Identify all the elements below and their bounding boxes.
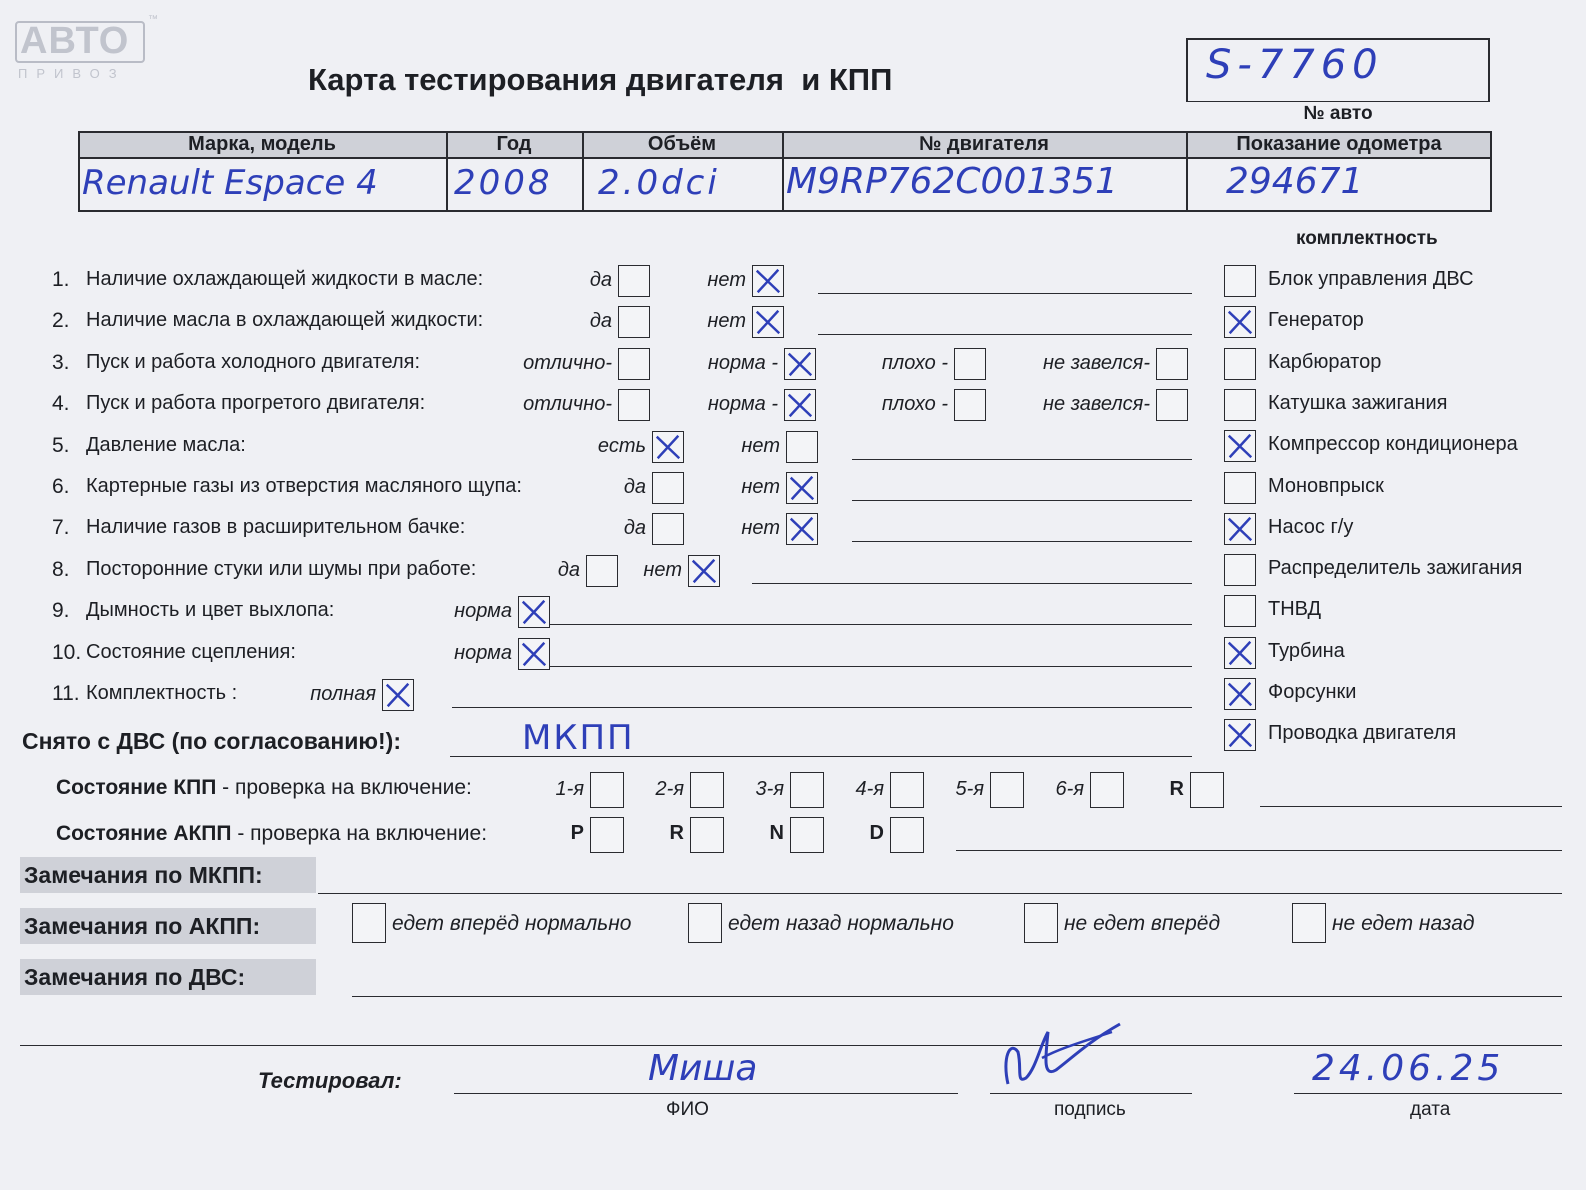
question-4-option-label-0: отлично- <box>523 393 612 415</box>
akpp-mode-label-3: D <box>869 822 884 844</box>
removed-value: МКПП <box>522 718 635 758</box>
question-text-8: Посторонние стуки или шумы при работе: <box>86 558 477 580</box>
check-x-icon <box>519 597 549 627</box>
komplekt-label-4: Компрессор кондиционера <box>1268 433 1518 455</box>
akpp-mode-label-1: R <box>669 822 684 844</box>
date-value: 24.06.25 <box>1312 1048 1505 1089</box>
question-num-10: 10. <box>52 641 82 664</box>
fio-value: Миша <box>648 1048 758 1089</box>
question-7-option-label-1: нет <box>741 517 780 539</box>
check-x-icon <box>753 307 783 337</box>
question-5-checkbox-1[interactable] <box>786 431 818 463</box>
akpp-mode-checkbox-2[interactable] <box>790 817 824 853</box>
question-8-checkbox-1[interactable] <box>688 555 720 587</box>
question-11-option-label-0: полная <box>310 683 376 705</box>
kpp-gear-label-2: 3-я <box>755 778 784 800</box>
date-label: дата <box>1410 1099 1451 1120</box>
check-x-icon <box>1225 307 1255 337</box>
engine-value: M9RP762C001351 <box>786 161 1118 202</box>
question-2-option-label-0: да <box>589 310 612 332</box>
komplekt-label-2: Карбюратор <box>1268 351 1382 373</box>
kpp-gear-label-4: 5-я <box>955 778 984 800</box>
odometer-value: 294671 <box>1226 161 1364 202</box>
question-5-option-label-0: есть <box>597 435 646 457</box>
check-x-icon <box>1225 638 1255 668</box>
komplekt-checkbox-10[interactable] <box>1224 678 1256 710</box>
question-6-option-label-0: да <box>623 476 646 498</box>
check-x-icon <box>1225 431 1255 461</box>
komplekt-label-8: ТНВД <box>1268 598 1322 620</box>
tested-by-label: Тестировал: <box>258 1068 402 1093</box>
question-3-option-label-2: плохо - <box>881 352 948 374</box>
akpp-remark-label-1: едет назад нормально <box>728 912 954 935</box>
check-x-icon <box>1225 514 1255 544</box>
question-3-checkbox-2[interactable] <box>954 348 986 380</box>
question-text-9: Дымность и цвет выхлопа: <box>86 599 335 621</box>
akpp-remark-checkbox-3[interactable] <box>1292 903 1326 943</box>
col-engine-header: № двигателя <box>919 133 1049 155</box>
question-5-option-label-1: нет <box>741 435 780 457</box>
col-year-header: Год <box>496 133 532 155</box>
question-num-6: 6. <box>52 475 70 498</box>
question-2-option-label-1: нет <box>707 310 746 332</box>
komplekt-label-3: Катушка зажигания <box>1268 392 1448 414</box>
kpp-gear-label-1: 2-я <box>655 778 684 800</box>
question-num-4: 4. <box>52 392 70 415</box>
akpp-remark-label-0: едет вперёд нормально <box>392 912 632 935</box>
question-7-option-label-0: да <box>623 517 646 539</box>
komplekt-checkbox-8[interactable] <box>1224 595 1256 627</box>
question-text-7: Наличие газов в расширительном бачке: <box>86 516 466 538</box>
col-odometer-header: Показание одометра <box>1236 133 1442 155</box>
akpp-label: Состояние АКПП - проверка на включение: <box>56 822 488 845</box>
question-9-option-label-0: норма <box>454 600 512 622</box>
komplekt-checkbox-5[interactable] <box>1224 472 1256 504</box>
question-9-checkbox-0[interactable] <box>518 596 550 628</box>
check-x-icon <box>689 556 719 586</box>
question-num-9: 9. <box>52 599 70 622</box>
question-3-option-label-0: отлично- <box>523 352 612 374</box>
question-8-option-label-0: да <box>557 559 580 581</box>
question-text-5: Давление масла: <box>86 434 246 456</box>
fio-label: ФИО <box>666 1099 709 1120</box>
question-num-8: 8. <box>52 558 70 581</box>
komplekt-label-0: Блок управления ДВС <box>1268 268 1474 290</box>
question-text-1: Наличие охлаждающей жидкости в масле: <box>86 268 484 290</box>
check-x-icon <box>787 473 817 503</box>
col-volume-header: Объём <box>647 133 717 155</box>
logo-brand: АВТО <box>20 20 130 62</box>
page-title: Карта тестирования двигателя и КПП <box>308 62 893 97</box>
car-number-value: S-7760 <box>1206 42 1384 88</box>
col-make-header: Марка, модель <box>188 133 336 155</box>
car-number-label: № авто <box>1303 103 1373 124</box>
question-text-3: Пуск и работа холодного двигателя: <box>86 351 421 373</box>
komplekt-checkbox-0[interactable] <box>1224 265 1256 297</box>
komplekt-checkbox-2[interactable] <box>1224 348 1256 380</box>
question-4-option-label-2: плохо - <box>881 393 948 415</box>
question-1-checkbox-1[interactable] <box>752 265 784 297</box>
komplekt-checkbox-9[interactable] <box>1224 637 1256 669</box>
check-x-icon <box>383 680 413 710</box>
question-10-option-label-0: норма <box>454 642 512 664</box>
komplekt-label-10: Форсунки <box>1268 681 1357 703</box>
question-1-option-label-0: да <box>589 269 612 291</box>
question-6-option-label-1: нет <box>741 476 780 498</box>
removed-label: Снято с ДВС (по согласованию!): <box>22 728 401 754</box>
volume-value: 2.0dci <box>598 163 720 203</box>
akpp-remark-checkbox-0[interactable] <box>352 903 386 943</box>
remarks-dvs-label: Замечания по ДВС: <box>24 964 246 990</box>
check-x-icon <box>1225 679 1255 709</box>
akpp-mode-checkbox-0[interactable] <box>590 817 624 853</box>
remarks-mkpp-label: Замечания по МКПП: <box>24 862 263 888</box>
akpp-remark-checkbox-2[interactable] <box>1024 903 1058 943</box>
kpp-gear-label-3: 4-я <box>855 778 884 800</box>
question-10-checkbox-0[interactable] <box>518 638 550 670</box>
kpp-gear-label-0: 1-я <box>555 778 584 800</box>
akpp-mode-checkbox-1[interactable] <box>690 817 724 853</box>
question-text-10: Состояние сцепления: <box>86 641 296 663</box>
kpp-gear-checkbox-6[interactable] <box>1190 772 1224 808</box>
question-text-11: Комплектность : <box>86 682 238 704</box>
question-3-checkbox-3[interactable] <box>1156 348 1188 380</box>
question-3-option-label-3: не завелся- <box>1043 352 1150 374</box>
akpp-remark-checkbox-1[interactable] <box>688 903 722 943</box>
signature <box>996 1018 1132 1096</box>
year-value: 2008 <box>454 163 553 203</box>
question-4-option-label-3: не завелся- <box>1043 393 1150 415</box>
question-num-5: 5. <box>52 434 70 457</box>
kpp-gear-label-5: 6-я <box>1055 778 1084 800</box>
logo-sub: ПРИВОЗ <box>18 66 126 81</box>
akpp-mode-label-2: N <box>769 822 784 844</box>
question-text-6: Картерные газы из отверстия масляного щупа: <box>86 475 522 497</box>
komplekt-label-1: Генератор <box>1268 309 1364 331</box>
kpp-gear-label-6: R <box>1169 778 1184 800</box>
question-4-option-label-1: норма - <box>707 393 778 415</box>
komplekt-label-9: Турбина <box>1268 640 1345 662</box>
akpp-remark-label-3: не едет назад <box>1332 912 1475 935</box>
question-6-checkbox-1[interactable] <box>786 472 818 504</box>
kpp-label: Состояние КПП - проверка на включение: <box>56 776 472 799</box>
komplekt-checkbox-1[interactable] <box>1224 306 1256 338</box>
check-x-icon <box>787 514 817 544</box>
akpp-mode-checkbox-3[interactable] <box>890 817 924 853</box>
komplekt-checkbox-4[interactable] <box>1224 430 1256 462</box>
komplekt-label-7: Распределитель зажигания <box>1268 557 1523 579</box>
question-text-4: Пуск и работа прогретого двигателя: <box>86 392 426 414</box>
question-1-option-label-1: нет <box>707 269 746 291</box>
question-text-2: Наличие масла в охлаждающей жидкости: <box>86 309 484 331</box>
question-8-option-label-1: нет <box>643 559 682 581</box>
check-x-icon <box>519 639 549 669</box>
question-4-checkbox-2[interactable] <box>954 389 986 421</box>
komplekt-label-11: Проводка двигателя <box>1268 722 1457 744</box>
question-11-checkbox-0[interactable] <box>382 679 414 711</box>
make-value: Renault Espace 4 <box>82 163 378 203</box>
logo-tm: ™ <box>148 14 158 25</box>
akpp-remark-label-2: не едет вперёд <box>1064 912 1221 935</box>
question-num-3: 3. <box>52 351 70 374</box>
komplektnost-title: комплектность <box>1296 228 1438 249</box>
header-table <box>78 131 1492 212</box>
question-num-1: 1. <box>52 268 70 291</box>
question-2-checkbox-1[interactable] <box>752 306 784 338</box>
question-3-option-label-1: норма - <box>707 352 778 374</box>
komplekt-checkbox-3[interactable] <box>1224 389 1256 421</box>
komplekt-label-6: Насос г/у <box>1268 516 1354 538</box>
check-x-icon <box>1225 720 1255 750</box>
komplekt-label-5: Моновпрыск <box>1268 475 1384 497</box>
check-x-icon <box>753 266 783 296</box>
question-num-11: 11. <box>52 682 80 705</box>
question-num-2: 2. <box>52 309 70 332</box>
komplekt-checkbox-7[interactable] <box>1224 554 1256 586</box>
remarks-akpp-label: Замечания по АКПП: <box>24 913 261 939</box>
komplekt-checkbox-11[interactable] <box>1224 719 1256 751</box>
avto-privoz-logo <box>14 14 158 84</box>
komplekt-checkbox-6[interactable] <box>1224 513 1256 545</box>
akpp-mode-label-0: P <box>570 822 584 844</box>
car-number-box <box>1186 38 1490 102</box>
sign-label: подпись <box>1054 1099 1126 1120</box>
question-7-checkbox-1[interactable] <box>786 513 818 545</box>
question-num-7: 7. <box>52 516 70 539</box>
question-4-checkbox-3[interactable] <box>1156 389 1188 421</box>
